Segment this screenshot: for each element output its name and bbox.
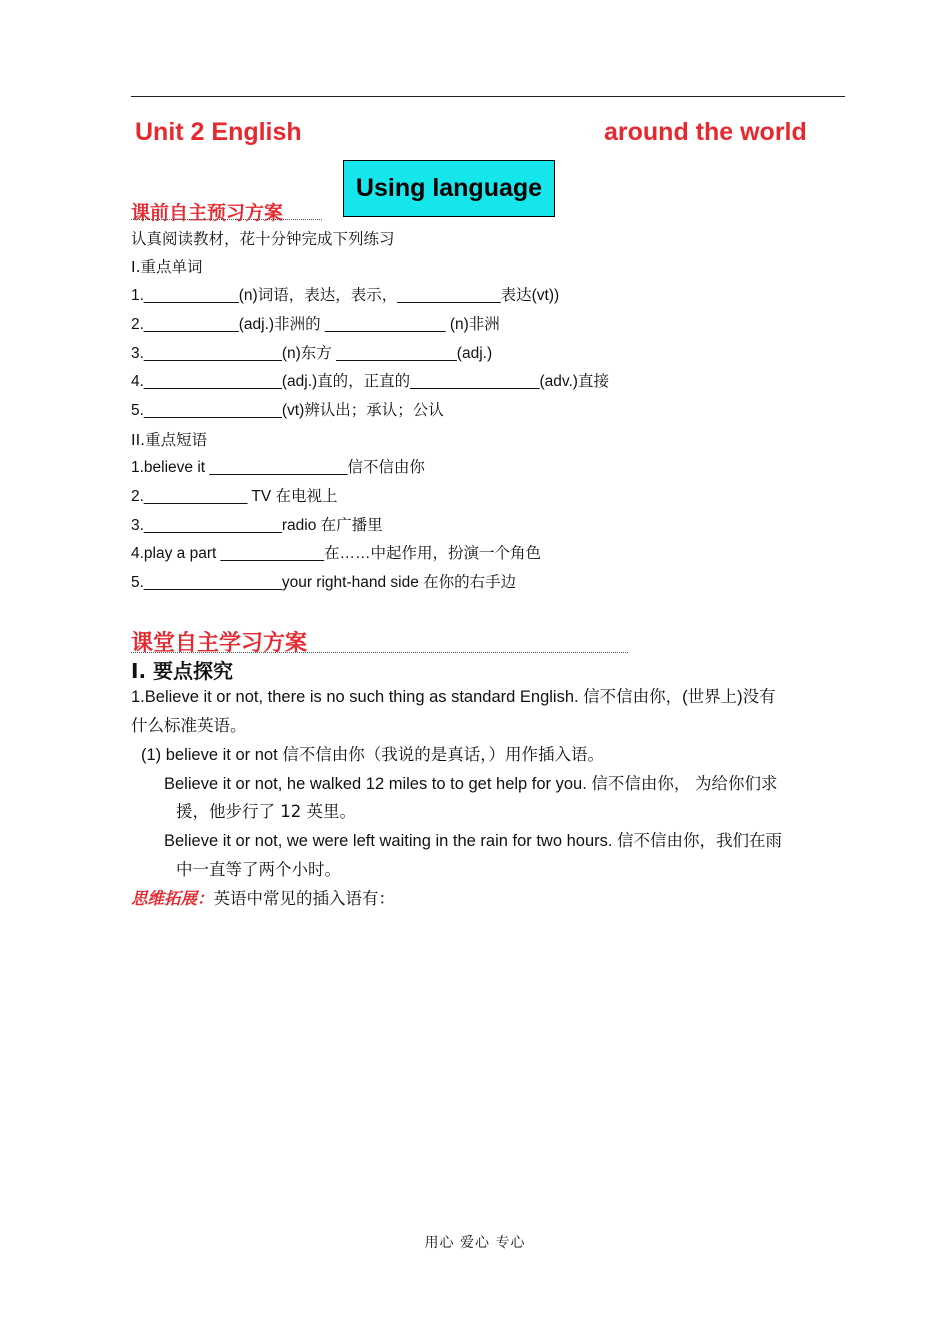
header-rule [131, 96, 845, 97]
word-item: 3.________________(n)东方 ______________(adj.) [131, 345, 493, 362]
phrases-heading: II.重点短语 [131, 431, 208, 449]
phrase-item: 5.________________your right-hand side 在你的右手边 [131, 574, 517, 591]
instruction: 认真阅读教材，花十分钟完成下列练习 [131, 230, 395, 248]
word-item: 4.________________(adj.)直的，正直的_______________(adv.)直接 [131, 373, 609, 390]
study-heading-rule [131, 652, 628, 653]
example-line: Believe it or not, we were left waiting in the rain for two hours. 信不信由你，我们在雨 [164, 832, 783, 850]
example-line: 中一直等了两个小时。 [176, 860, 341, 879]
think-label: 思维拓展： [131, 889, 214, 908]
unit-title: Unit 2 English [135, 118, 302, 146]
sentence-line: 什么标准英语。 [131, 716, 247, 735]
note-line: (1) believe it or not 信不信由你（我说的是真话，）用作插入语。 [141, 746, 604, 764]
preview-heading: 课前自主预习方案 [131, 202, 284, 224]
phrase-item: 4.play a part ____________在……中起作用，扮演一个角色 [131, 545, 542, 562]
sentence-line: 1.Believe it or not, there is no such thing as standard English. 信不信由你，(世界上)没有 [131, 688, 776, 706]
word-item: 2.___________(adj.)非洲的 ______________ (n)非洲 [131, 316, 500, 333]
think-line [131, 889, 395, 909]
phrase-item: 2.____________ TV 在电视上 [131, 488, 338, 505]
study-heading: 课堂自主学习方案 [131, 631, 308, 656]
preview-heading-rule [131, 219, 322, 220]
think-text: 英语中常见的插入语有： [213, 889, 395, 908]
word-item: 5.________________(vt)辨认出；承认；公认 [131, 402, 444, 419]
words-heading: I.重点单词 [131, 258, 203, 276]
page-footer: 用心 爱心 专心 [424, 1235, 526, 1251]
unit-title-right: around the world [604, 118, 807, 146]
example-line: 援，他步行了 12 英里。 [176, 802, 356, 821]
phrase-item: 3.________________radio 在广播里 [131, 517, 383, 534]
section-title-box: Using language [343, 160, 555, 217]
example-line: Believe it or not, he walked 12 miles to to get help for you. 信不信由你， 为给你们求 [164, 775, 778, 793]
point-heading: I. 要点探究 [131, 659, 234, 683]
word-item: 1.___________(n)词语，表达，表示，____________表达(vt)) [131, 287, 560, 304]
phrase-item: 1.believe it ________________信不信由你 [131, 459, 425, 476]
